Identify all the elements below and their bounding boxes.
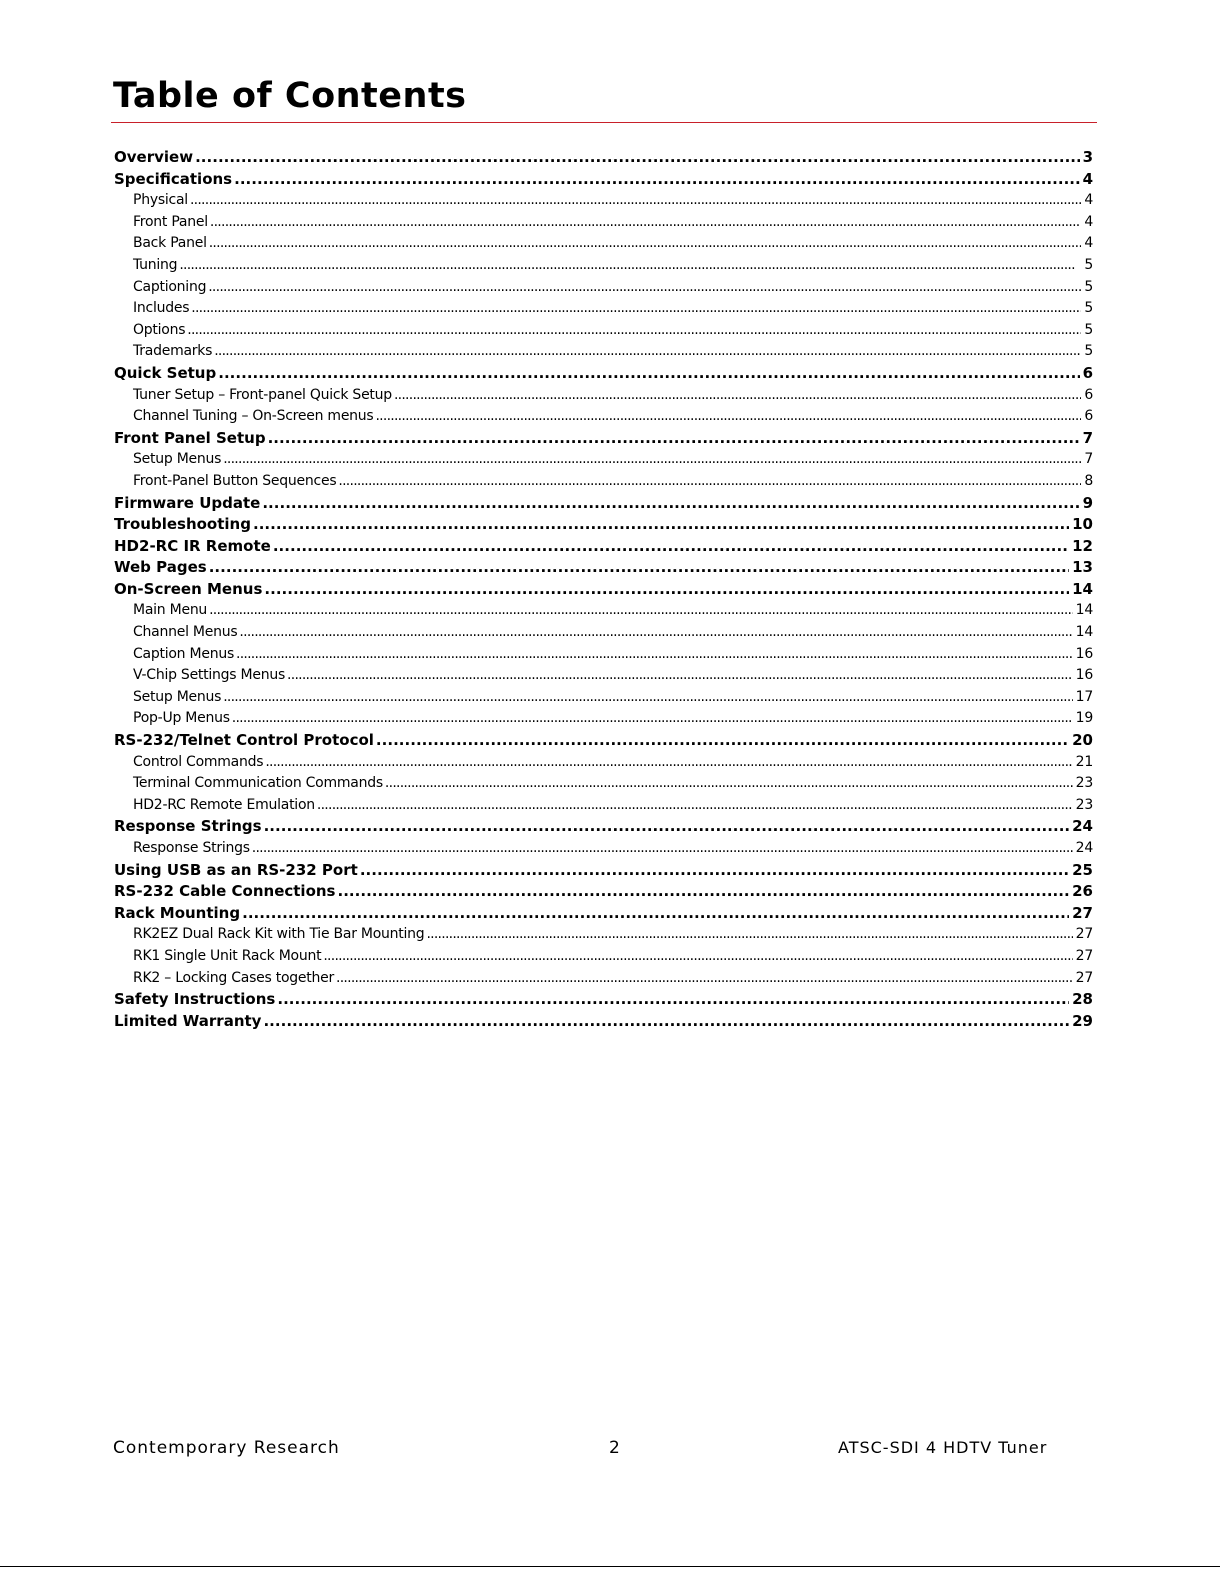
footer-company: Contemporary Research (113, 1438, 340, 1458)
toc-entry-title: Channel Menus (133, 624, 238, 641)
toc-dot-leader (232, 708, 1073, 730)
toc-dot-leader (287, 665, 1073, 687)
toc-entry-page: 14 (1075, 624, 1093, 641)
toc-section-link[interactable] (114, 881, 1093, 903)
toc-entry-page: 14 (1075, 602, 1093, 619)
toc-subsection-link[interactable] (114, 644, 1093, 666)
toc-subsection-link[interactable] (114, 752, 1093, 774)
toc-entry-title: RS-232/Telnet Control Protocol (114, 731, 374, 750)
toc-dot-leader (209, 600, 1073, 622)
toc-entry-page: 26 (1072, 882, 1093, 901)
toc-subsection-link[interactable] (114, 622, 1093, 644)
toc-dot-leader (336, 968, 1073, 990)
toc-section-link[interactable] (114, 903, 1093, 925)
toc-dot-leader (223, 687, 1072, 709)
toc-entry-title: Terminal Communication Commands (133, 775, 383, 792)
toc-entry-page: 4 (1084, 213, 1093, 230)
toc-entry-title: Trademarks (133, 343, 213, 360)
toc-entry-title: Tuner Setup – Front-panel Quick Setup (133, 386, 392, 403)
toc-entry-title: Pop-Up Menus (133, 710, 230, 727)
toc-dot-leader (214, 341, 1081, 363)
toc-dot-leader (218, 363, 1079, 385)
toc-entry-page: 5 (1084, 300, 1093, 317)
toc-section-link[interactable] (114, 1011, 1093, 1033)
toc-entry-title: Overview (114, 148, 194, 166)
toc-entry-page: 21 (1075, 753, 1093, 770)
toc-dot-leader (262, 493, 1079, 515)
toc-dot-leader (236, 644, 1073, 666)
toc-entry-title: Main Menu (133, 602, 208, 619)
toc-entry-title: Setup Menus (133, 688, 222, 705)
toc-entry-title: Channel Tuning – On-Screen menus (133, 408, 374, 425)
toc-entry-page: 29 (1072, 1011, 1093, 1030)
toc-entry-title: Front-Panel Button Sequences (133, 472, 337, 489)
toc-entry-page: 6 (1082, 363, 1093, 382)
toc-entry-title: Back Panel (133, 235, 207, 252)
toc-entry-title: On-Screen Menus (114, 579, 263, 598)
toc-entry-title: HD2-RC IR Remote (114, 536, 271, 555)
toc-dot-leader (426, 924, 1072, 946)
toc-dot-leader (187, 320, 1081, 342)
toc-subsection-link[interactable] (114, 190, 1093, 212)
toc-section-link[interactable] (114, 579, 1093, 601)
toc-dot-leader (265, 752, 1072, 774)
toc-subsection-link[interactable] (114, 298, 1093, 320)
toc-subsection-link[interactable] (114, 385, 1093, 407)
toc-dot-leader (209, 233, 1082, 255)
toc-subsection-link[interactable] (114, 795, 1093, 817)
toc-entry-page: 10 (1072, 515, 1093, 534)
toc-entry-page: 3 (1082, 148, 1093, 166)
toc-entry-title: Safety Instructions (114, 990, 276, 1009)
toc-dot-leader (209, 557, 1069, 579)
toc-entry-title: RK2EZ Dual Rack Kit with Tie Bar Mounting (133, 926, 425, 943)
title-divider (111, 122, 1097, 123)
toc-entry-page: 17 (1075, 688, 1093, 705)
toc-entry-title: Using USB as an RS-232 Port (114, 860, 358, 879)
toc-dot-leader (263, 1011, 1069, 1033)
toc-entry-title: Caption Menus (133, 645, 234, 662)
toc-entry-title: Quick Setup (114, 363, 217, 382)
toc-dot-leader (223, 449, 1081, 471)
toc-entry-title: Response Strings (133, 840, 250, 856)
toc-dot-leader (191, 298, 1081, 320)
toc-entry-title: Physical (133, 192, 188, 209)
toc-entry-page: 5 (1084, 343, 1093, 360)
toc-subsection-link[interactable] (114, 255, 1093, 277)
toc-dot-leader (252, 838, 1073, 860)
toc-section-link[interactable] (114, 816, 1093, 838)
toc-dot-leader (323, 946, 1072, 968)
toc-entry-page: 20 (1072, 731, 1093, 750)
toc-subsection-link[interactable] (114, 838, 1093, 860)
toc-dot-leader (264, 579, 1069, 601)
toc-entry-page: 13 (1072, 558, 1093, 577)
toc-dot-leader (239, 622, 1072, 644)
toc-dot-leader (273, 536, 1069, 558)
toc-entry-page: 27 (1075, 926, 1093, 943)
toc-dot-leader (338, 471, 1081, 493)
toc-subsection-link[interactable] (114, 233, 1093, 255)
toc-entry-page: 5 (1084, 321, 1093, 338)
toc-entry-title: Options (133, 321, 186, 338)
toc-section-link[interactable] (114, 989, 1093, 1011)
toc-section-link[interactable] (114, 536, 1093, 558)
toc-subsection-link[interactable] (114, 924, 1093, 946)
toc-subsection-link[interactable] (114, 968, 1093, 990)
toc-entry-page: 6 (1084, 408, 1093, 425)
toc-entry-page: 19 (1075, 710, 1093, 727)
toc-entry-page: 23 (1075, 775, 1093, 792)
toc-entry-page: 7 (1084, 451, 1093, 468)
toc-subsection-link[interactable] (114, 687, 1093, 709)
toc-entry-page: 28 (1072, 990, 1093, 1009)
toc-entry-title: Captioning (133, 278, 207, 295)
toc-section-link[interactable] (114, 730, 1093, 752)
toc-dot-leader (317, 795, 1073, 817)
toc-dot-leader (195, 147, 1080, 169)
toc-dot-leader (179, 255, 1081, 277)
toc-dot-leader (208, 277, 1081, 299)
toc-entry-title: Tuning (133, 256, 178, 273)
toc-subsection-link[interactable] (114, 449, 1093, 471)
toc-entry-title: Includes (133, 300, 190, 317)
toc-entry-title: Front Panel (133, 213, 208, 230)
toc-dot-leader (360, 860, 1069, 882)
toc-subsection-link[interactable] (114, 665, 1093, 687)
toc-dot-leader (375, 406, 1081, 428)
toc-entry-title: Web Pages (114, 558, 207, 577)
toc-section-link[interactable] (114, 147, 1093, 169)
toc-subsection-link[interactable] (114, 708, 1093, 730)
toc-entry-title: Specifications (114, 169, 233, 188)
toc-entry-page: 16 (1075, 667, 1093, 684)
toc-entry-page: 12 (1072, 536, 1093, 555)
toc-entry-page: 4 (1082, 169, 1093, 188)
footer-product: ATSC-SDI 4 HDTV Tuner (838, 1438, 1048, 1457)
toc-entry-page: 5 (1084, 278, 1093, 295)
toc-section-link[interactable] (114, 428, 1093, 450)
toc-dot-leader (234, 169, 1079, 191)
toc-dot-leader (268, 428, 1080, 450)
toc-section-link[interactable] (114, 169, 1093, 191)
toc-subsection-link[interactable] (114, 773, 1093, 795)
toc-entry-title: HD2-RC Remote Emulation (133, 796, 315, 813)
toc-entry-title: Rack Mounting (114, 903, 241, 922)
toc-entry-page: 8 (1084, 472, 1093, 489)
toc-entry-title: Troubleshooting (114, 515, 251, 534)
toc-section-link[interactable] (114, 860, 1093, 882)
toc-entry-page: 27 (1075, 947, 1093, 964)
toc-entry-page: 27 (1075, 969, 1093, 986)
toc-dot-leader (190, 190, 1081, 212)
toc-subsection-link[interactable] (114, 406, 1093, 428)
toc-dot-leader (394, 385, 1081, 407)
toc-section-link[interactable] (114, 557, 1093, 579)
toc-dot-leader (210, 212, 1081, 234)
toc-dot-leader (376, 730, 1069, 752)
toc-subsection-link[interactable] (114, 320, 1093, 342)
toc-entry-page: 25 (1072, 860, 1093, 879)
footer-page-number: 2 (609, 1438, 621, 1458)
toc-entry-title: RK1 Single Unit Rack Mount (133, 947, 322, 964)
toc-entry-page: 7 (1082, 428, 1093, 447)
toc-entry-title: V-Chip Settings Menus (133, 667, 286, 684)
toc-dot-leader (385, 773, 1073, 795)
toc-entry-title: Control Commands (133, 753, 264, 770)
table-of-contents (114, 147, 1093, 1032)
page-title: Table of Contents (113, 76, 467, 116)
toc-entry-title: Limited Warranty (114, 1011, 262, 1030)
toc-entry-title: Firmware Update (114, 493, 261, 512)
toc-entry-title: Setup Menus (133, 451, 222, 468)
toc-subsection-link[interactable] (114, 600, 1093, 622)
bottom-divider (0, 1566, 1220, 1567)
toc-entry-page: 24 (1072, 817, 1093, 836)
toc-entry-page: 5 (1084, 256, 1093, 273)
toc-entry-page: 16 (1075, 645, 1093, 662)
toc-entry-title: RK2 – Locking Cases together (133, 969, 335, 986)
toc-section-link[interactable] (114, 493, 1093, 515)
toc-entry-page: 4 (1084, 235, 1093, 252)
toc-entry-page: 24 (1075, 840, 1093, 856)
toc-entry-page: 6 (1084, 386, 1093, 403)
toc-subsection-link[interactable] (114, 341, 1093, 363)
toc-subsection-link[interactable] (114, 946, 1093, 968)
toc-section-link[interactable] (114, 514, 1093, 536)
toc-subsection-link[interactable] (114, 277, 1093, 299)
toc-dot-leader (242, 903, 1069, 925)
toc-entry-page: 27 (1072, 903, 1093, 922)
toc-entry-page: 4 (1084, 192, 1093, 209)
toc-subsection-link[interactable] (114, 471, 1093, 493)
toc-entry-page: 14 (1072, 579, 1093, 598)
toc-entry-page: 9 (1082, 493, 1093, 512)
toc-entry-page: 23 (1075, 796, 1093, 813)
toc-dot-leader (337, 881, 1069, 903)
toc-entry-title: Front Panel Setup (114, 428, 266, 447)
toc-entry-title: Response Strings (114, 817, 262, 836)
toc-dot-leader (253, 514, 1069, 536)
toc-entry-title: RS-232 Cable Connections (114, 882, 336, 901)
toc-section-link[interactable] (114, 363, 1093, 385)
toc-dot-leader (277, 989, 1069, 1011)
toc-dot-leader (264, 816, 1070, 838)
toc-subsection-link[interactable] (114, 212, 1093, 234)
